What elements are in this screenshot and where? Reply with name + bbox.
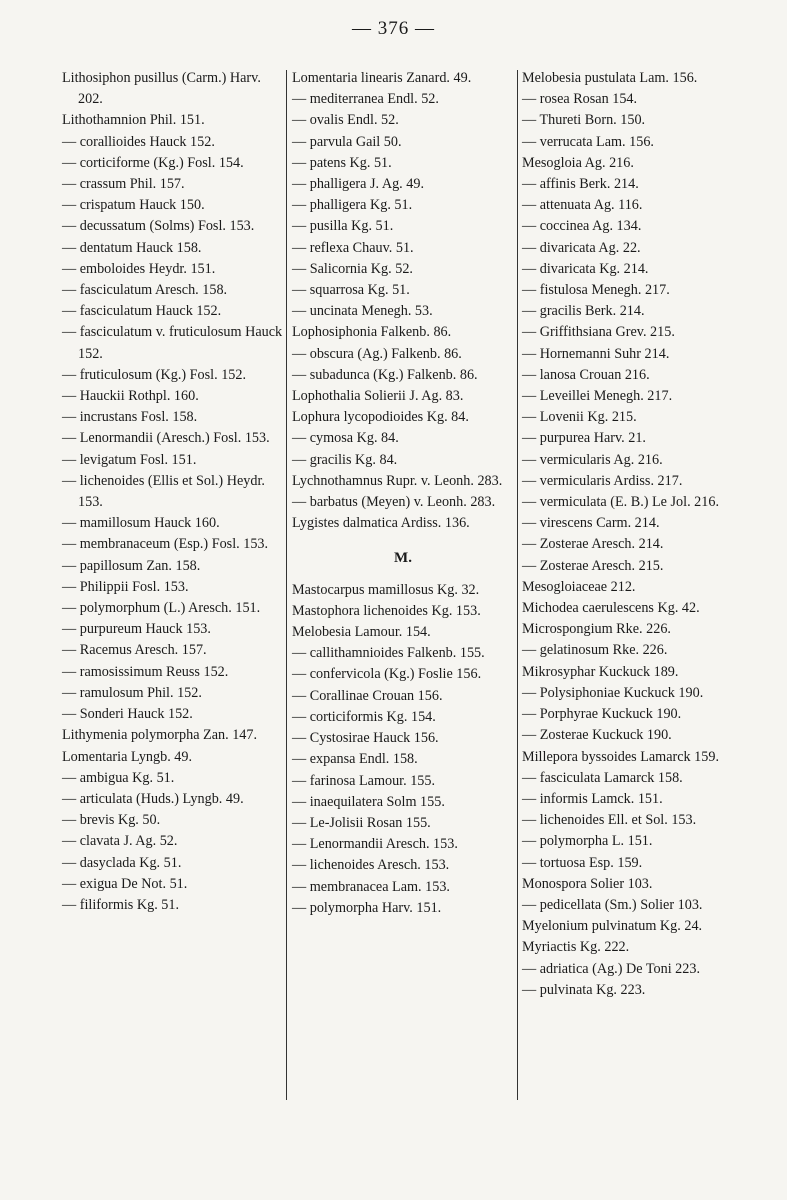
- index-entry: — Hauckii Rothpl. 160.: [62, 388, 199, 405]
- index-entry: — Racemus Aresch. 157.: [62, 642, 207, 659]
- index-entry: — gracilis Kg. 84.: [292, 451, 398, 468]
- index-entry: — clavata J. Ag. 52.: [62, 833, 178, 850]
- index-entry: — affinis Berk. 214.: [522, 176, 639, 193]
- index-entry: Mastocarpus mamillosus Kg. 32.: [292, 581, 480, 598]
- index-entry: Lithosiphon pusillus (Carm.) Harv. 202.: [62, 70, 261, 108]
- index-entry: — farinosa Lamour. 155.: [292, 772, 436, 789]
- index-entry: — lichenoides Ell. et Sol. 153.: [522, 812, 697, 829]
- index-entry: — pusilla Kg. 51.: [292, 218, 394, 235]
- index-entry: Mastophora lichenoides Kg. 153.: [292, 602, 481, 619]
- index-entry: — fasciculatum Hauck 152.: [62, 303, 222, 320]
- index-entry: Lithothamnion Phil. 151.: [62, 112, 205, 129]
- index-entry: — articulata (Huds.) Lyngb. 49.: [62, 790, 244, 807]
- index-entry: — coccinea Ag. 134.: [522, 218, 642, 235]
- index-entry: Mesogloiaceae 212.: [522, 578, 636, 595]
- index-entry: — obscura (Ag.) Falkenb. 86.: [292, 345, 462, 362]
- index-entry: — gracilis Berk. 214.: [522, 303, 645, 320]
- index-entry: — Sonderi Hauck 152.: [62, 706, 193, 723]
- index-entry: Lophura lycopodioides Kg. 84.: [292, 409, 469, 426]
- index-entry: — fasciculatum v. fruticulosum Hauck 152.: [62, 324, 283, 362]
- index-entry: — barbatus (Meyen) v. Leonh. 283.: [292, 494, 496, 511]
- index-entry: — corticiforme (Kg.) Fosl. 154.: [62, 154, 244, 171]
- index-entry: — Thureti Born. 150.: [522, 112, 646, 129]
- index-entry: — crassum Phil. 157.: [62, 176, 185, 193]
- index-entry: Lychnothamnus Rupr. v. Leonh. 283.: [292, 472, 503, 489]
- index-column-1: [62, 68, 284, 916]
- index-entry: — squarrosa Kg. 51.: [292, 282, 410, 299]
- index-entry: — fasciculata Lamarck 158.: [522, 769, 683, 786]
- index-entry: — informis Lamck. 151.: [522, 790, 663, 807]
- index-entry: — mamillosum Hauck 160.: [62, 515, 220, 532]
- index-entry: — fruticulosum (Kg.) Fosl. 152.: [62, 366, 247, 383]
- index-entry: — Corallinae Crouan 156.: [292, 687, 443, 704]
- index-entry: — tortuosa Esp. 159.: [522, 854, 643, 871]
- index-entry: — vermicularis Ardiss. 217.: [522, 472, 683, 489]
- index-entry: — dasyclada Kg. 51.: [62, 854, 182, 871]
- index-entry: — emboloides Heydr. 151.: [62, 260, 216, 277]
- index-entry: — vermiculata (E. B.) Le Jol. 216.: [522, 494, 719, 511]
- index-entry: Lygistes dalmatica Ardiss. 136.: [292, 515, 470, 532]
- index-entry: — ramosissimum Reuss 152.: [62, 663, 229, 680]
- index-entry: Monospora Solier 103.: [522, 875, 653, 892]
- index-entry: — confervicola (Kg.) Foslie 156.: [292, 666, 482, 683]
- index-entry: — membranacea Lam. 153.: [292, 878, 450, 895]
- section-letter-heading: M.: [394, 550, 412, 567]
- index-entry: — Leveillei Menegh. 217.: [522, 388, 673, 405]
- index-entry: — fasciculatum Aresch. 158.: [62, 282, 228, 299]
- index-entry: Microspongium Rke. 226.: [522, 621, 671, 638]
- index-entry: — divaricata Ag. 22.: [522, 239, 641, 256]
- index-entry: — callithamnioides Falkenb. 155.: [292, 645, 485, 662]
- index-entry: — Griffithsiana Grev. 215.: [522, 324, 675, 341]
- index-entry: — Philippii Fosl. 153.: [62, 578, 189, 595]
- index-entry: — fistulosa Menegh. 217.: [522, 282, 670, 299]
- index-entry: — filiformis Kg. 51.: [62, 896, 180, 913]
- index-entry: — Zosterae Aresch. 214.: [522, 536, 664, 553]
- index-entry: — mediterranea Endl. 52.: [292, 91, 439, 108]
- index-entry: — ovalis Endl. 52.: [292, 112, 399, 129]
- index-entry: — inaequilatera Solm 155.: [292, 793, 445, 810]
- index-entry: — decussatum (Solms) Fosl. 153.: [62, 218, 255, 235]
- index-entry: — verrucata Lam. 156.: [522, 133, 654, 150]
- index-entry: — polymorphum (L.) Aresch. 151.: [62, 600, 261, 617]
- index-entry: — Lenormandii Aresch. 153.: [292, 836, 458, 853]
- index-entry: — subadunca (Kg.) Falkenb. 86.: [292, 366, 478, 383]
- index-entry: Millepora byssoides Lamarck 159.: [522, 748, 720, 765]
- index-entry: Lophothalia Solierii J. Ag. 83.: [292, 388, 464, 405]
- index-entry: — Hornemanni Suhr 214.: [522, 345, 670, 362]
- index-entry: Mesogloia Ag. 216.: [522, 154, 634, 171]
- index-entry: — levigatum Fosl. 151.: [62, 451, 197, 468]
- index-entry: — incrustans Fosl. 158.: [62, 409, 198, 426]
- index-entry: — membranaceum (Esp.) Fosl. 153.: [62, 536, 269, 553]
- index-entry: — Lovenii Kg. 215.: [522, 409, 637, 426]
- index-entry: Lithymenia polymorpha Zan. 147.: [62, 727, 258, 744]
- index-entry: — attenuata Ag. 116.: [522, 197, 643, 214]
- index-entry: Myelonium pulvinatum Kg. 24.: [522, 918, 703, 935]
- index-entry: — virescens Carm. 214.: [522, 515, 660, 532]
- index-entry: — lichenoides (Ellis et Sol.) Heydr. 153.: [62, 472, 265, 511]
- index-entry: — Salicornia Kg. 52.: [292, 260, 413, 277]
- page-number: — 376 —: [352, 18, 435, 39]
- index-entry: — vermicularis Ag. 216.: [522, 451, 663, 468]
- index-entry: — corticiformis Kg. 154.: [292, 708, 436, 725]
- index-entry: — expansa Endl. 158.: [292, 751, 418, 768]
- column-divider: [286, 70, 287, 1100]
- index-entry: Lophosiphonia Falkenb. 86.: [292, 324, 452, 341]
- index-entry: — crispatum Hauck 150.: [62, 197, 205, 214]
- index-entry: — divaricata Kg. 214.: [522, 260, 649, 277]
- index-entry: — gelatinosum Rke. 226.: [522, 642, 668, 659]
- index-entry: — Lenormandii (Aresch.) Fosl. 153.: [62, 430, 270, 447]
- index-entry: — corallioides Hauck 152.: [62, 133, 215, 150]
- index-entry: — purpureum Hauck 153.: [62, 621, 211, 638]
- index-entry: — ramulosum Phil. 152.: [62, 684, 202, 701]
- index-entry: — adriatica (Ag.) De Toni 223.: [522, 960, 701, 977]
- index-entry: — brevis Kg. 50.: [62, 812, 161, 829]
- index-entry: — phalligera J. Ag. 49.: [292, 176, 425, 193]
- index-entry: Myriactis Kg. 222.: [522, 939, 630, 956]
- index-entry: — lanosa Crouan 216.: [522, 366, 650, 383]
- index-entry: Melobesia Lamour. 154.: [292, 624, 431, 641]
- index-entry: — papillosum Zan. 158.: [62, 557, 201, 574]
- index-entry: — exigua De Not. 51.: [62, 875, 188, 892]
- index-entry: — polymorpha Harv. 151.: [292, 899, 442, 916]
- index-entry: — reflexa Chauv. 51.: [292, 239, 414, 256]
- index-entry: — ambigua Kg. 51.: [62, 769, 175, 786]
- index-column-2: [292, 68, 514, 919]
- index-entry: — uncinata Menegh. 53.: [292, 303, 433, 320]
- index-entry: — Polysiphoniae Kuckuck 190.: [522, 684, 704, 701]
- index-entry: Melobesia pustulata Lam. 156.: [522, 70, 698, 86]
- index-entry: — lichenoides Aresch. 153.: [292, 857, 450, 874]
- column-divider: [517, 70, 518, 1100]
- index-entry: Lomentaria Lyngb. 49.: [62, 748, 193, 765]
- index-entry: — Porphyrae Kuckuck 190.: [522, 706, 682, 723]
- index-entry: — Cystosirae Hauck 156.: [292, 730, 439, 747]
- index-entry: — Le-Jolisii Rosan 155.: [292, 814, 431, 831]
- index-entry: — purpurea Harv. 21.: [522, 430, 646, 447]
- index-entry: Mikrosyphar Kuckuck 189.: [522, 663, 679, 680]
- index-entry: — cymosa Kg. 84.: [292, 430, 399, 447]
- index-column-3: [522, 68, 750, 1001]
- index-entry: — parvula Gail 50.: [292, 133, 402, 150]
- index-entry: — Zosterae Aresch. 215.: [522, 557, 664, 574]
- index-entry: — dentatum Hauck 158.: [62, 239, 202, 256]
- index-entry: — rosea Rosan 154.: [522, 91, 638, 108]
- index-entry: — pulvinata Kg. 223.: [522, 981, 646, 998]
- index-entry: — polymorpha L. 151.: [522, 833, 653, 850]
- index-entry: Lomentaria linearis Zanard. 49.: [292, 70, 472, 86]
- index-entry: — pedicellata (Sm.) Solier 103.: [522, 896, 703, 913]
- index-entry: — phalligera Kg. 51.: [292, 197, 413, 214]
- index-entry: — Zosterae Kuckuck 190.: [522, 727, 672, 744]
- index-entry: — patens Kg. 51.: [292, 154, 392, 171]
- index-entry: Michodea caerulescens Kg. 42.: [522, 600, 700, 617]
